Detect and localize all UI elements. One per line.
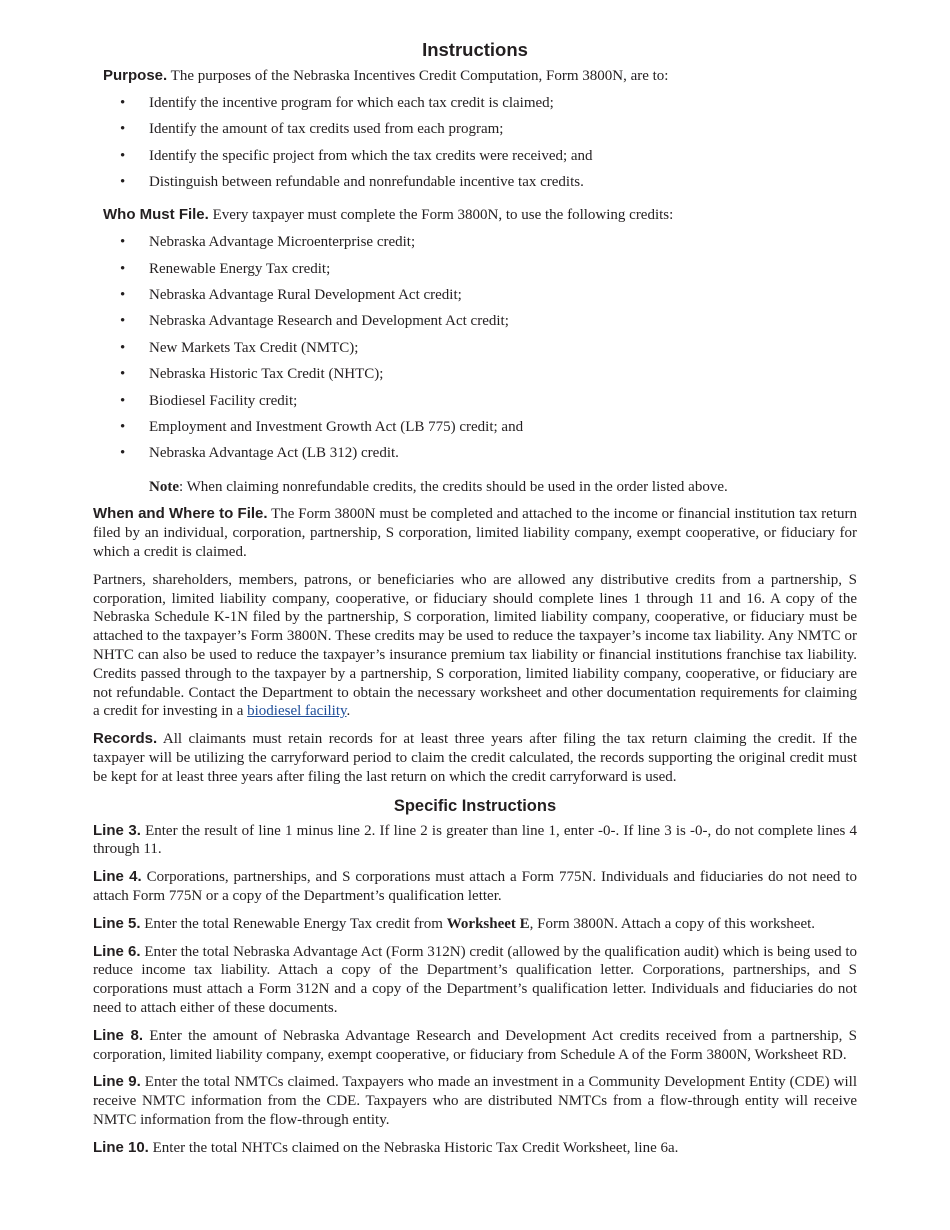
note-text: : When claiming nonrefundable credits, the credits should be used in the order listed above. [179,478,728,495]
purpose-heading: Purpose. [103,67,168,84]
list-item: • Distinguish between refundable and nonrefundable incentive tax credits. [120,173,584,190]
instructions-page [93,36,857,1167]
bullet-icon: • [120,418,126,435]
list-item: • Nebraska Advantage Act (LB 312) credit. [120,445,399,462]
partners-paragraph: Partners, shareholders, members, patrons, or beneficiaries who are allowed any distributive credits from a partnership, S corporation, limited liability company, cooperative, or fiduciary should complete lines 1 through 11 and 16. A copy of the Nebraska Schedule K-1N filed by the partnership, S corporation, limited liability company, cooperative, or fiduciary must be attached to the taxpayer’s Form 3800N. These credits may be used to reduce the taxpayer’s income tax liability. Any NMTC or NHTC can also be used to reduce the taxpayer’s insurance premium tax liability or financial institutions franchise tax liability. Credits passed through to the taxpayer by a partnership, S corporation, limited liability company, cooperative, or fiduciary are not refundable. Contact the Department to obtain the necessary worksheet and other documentation requirements for claiming a credit for investing in a biodiesel facility. [93,571,857,720]
specific-instructions-title: Specific Instructions [393,796,557,815]
when-where-text: The Form 3800N must be completed and attached to the income or financial institution tax return filed by an individual, corporation, partnership, S corporation, limited liability company, exempt cooperative, or fiduciary for which a credit is claimed. [93,506,857,561]
line5-paragraph: Line 5. Enter the total Renewable Energy Tax credit from Worksheet E, Form 3800N. Attach a copy of this worksheet. [93,914,816,932]
list-item: • Renewable Energy Tax credit; [120,260,331,277]
purpose-list [93,94,857,200]
list-item: • New Markets Tax Credit (NMTC); [120,339,359,356]
who-must-file-paragraph [93,206,857,225]
bullet-icon: • [120,260,126,277]
bullet-icon: • [120,173,126,190]
bullet-icon: • [120,147,126,164]
records-text: All claimants must retain records for at least three years after filing the tax return claiming the credit. If the taxpayer will be utilizing the carryforward period to claim the credit calculated, the records supporting the original credit must be kept for at least three years after filing the last return on which the credit carryforward is used. [93,731,857,785]
line9-paragraph: Line 9. Enter the total NMTCs claimed. Taxpayers who made an investment in a Community Development Entity (CDE) will receive NMTC information from the CDE. Taxpayers who are distributed NMTCs from a flow-through entity will receive NMTC information from the flow-through entity. [93,1073,858,1128]
bullet-icon: • [120,234,126,251]
line3-paragraph: Line 3. Enter the result of line 1 minus line 2. If line 2 is greater than line 1, enter -0-. If line 3 is -0-, do not complete lines 4 through 11. [93,821,857,858]
line8-heading: Line 8. [93,1026,144,1044]
partners-text: Partners, shareholders, members, patrons, or beneficiaries who are allowed any distributive credits from a partnership, S corporation, limited liability company, cooperative, or fiduciary should complete lines 1 through 11 and 16. A copy of the Nebraska Schedule K-1N filed by the partnership, S corporation, limited liability company, cooperative, or fiduciary must be attached to the taxpayer’s Form 3800N. These credits may be used to reduce the taxpayer’s income tax liability. Any NMTC or NHTC can also be used to reduce the taxpayer’s insurance premium tax liability or financial institutions franchise tax liability. Credits passed through to the taxpayer by a partnership, S corporation, limited liability company, cooperative, or fiduciary are not refundable. Contact the Department to obtain the necessary worksheet and other documentation requirements for claiming a credit for investing in a [93,571,857,720]
line8-paragraph: Line 8. Enter the amount of Nebraska Advantage Research and Development Act credits received from a partnership, S corporation, limited liability company, exempt cooperative, or fiduciary from Schedule A of the Form 3800N, Worksheet RD. [93,1026,857,1063]
when-where-heading: When and Where to File. [93,505,268,523]
records-paragraph [93,730,857,786]
bullet-icon: • [120,392,126,409]
list-item: • Nebraska Advantage Rural Development Act credit; [120,286,462,303]
who-must-file-heading: Who Must File. [103,206,209,224]
list-item: • Nebraska Advantage Research and Development Act credit; [120,313,509,330]
biodiesel-facility-link[interactable]: biodiesel facility [247,703,347,720]
purpose-paragraph [93,67,857,86]
line10-heading: Line 10. [93,1138,149,1156]
list-item: • Identify the specific project from which the tax credits were received; and [120,147,593,164]
worksheet-e-label: Worksheet E [446,915,530,932]
bullet-icon: • [120,313,126,330]
bullet-icon: • [120,94,126,111]
records-heading: Records. [93,730,158,748]
line6-heading: Line 6. [93,942,141,960]
list-item: • Employment and Investment Growth Act (LB 775) credit; and [120,418,524,435]
bullet-icon: • [120,366,126,383]
bullet-icon: • [120,286,126,303]
bullet-icon: • [120,339,126,356]
line9-heading: Line 9. [93,1073,141,1091]
who-must-file-text: Every taxpayer must complete the Form 3800N, to use the following credits: [212,207,674,224]
list-item: • Identify the amount of tax credits used from each program; [120,121,504,138]
list-item: • Nebraska Advantage Microenterprise credit; [120,234,416,251]
when-where-paragraph [93,505,857,561]
line10-paragraph: Line 10. Enter the total NHTCs claimed on the Nebraska Historic Tax Credit Worksheet, line 6a. [93,1138,679,1156]
list-item: • Biodiesel Facility credit; [120,392,298,409]
list-item: • Identify the incentive program for which each tax credit is claimed; [120,94,554,111]
credits-list [93,233,857,471]
line4-paragraph: Line 4. Corporations, partnerships, and S corporations must attach a Form 775N. Individuals and fiduciaries do not need to attach Form 775N or a copy of the Department’s qualification letter. [93,868,857,905]
note-label: Note [149,478,179,495]
line5-heading: Line 5. [93,914,141,932]
line4-heading: Line 4. [93,868,142,886]
order-note [93,478,857,497]
purpose-text: The purposes of the Nebraska Incentives Credit Computation, Form 3800N, are to: [170,68,669,84]
bullet-icon: • [120,445,126,462]
bullet-icon: • [120,121,126,138]
page-title: Instructions [422,39,528,60]
line3-heading: Line 3. [93,821,141,839]
line6-paragraph: Line 6. Enter the total Nebraska Advantage Act (Form 312N) credit (allowed by the qualification audit) which is being used to reduce income tax liability. Attach a copy of the Department’s qualification letter. Corporations, partnerships, and S corporations must attach a Form 312N and a copy of the Department’s qualification letter. Individuals and fiduciaries do not need to attach either of these documents. [93,942,858,1016]
list-item: • Nebraska Historic Tax Credit (NHTC); [120,366,384,383]
